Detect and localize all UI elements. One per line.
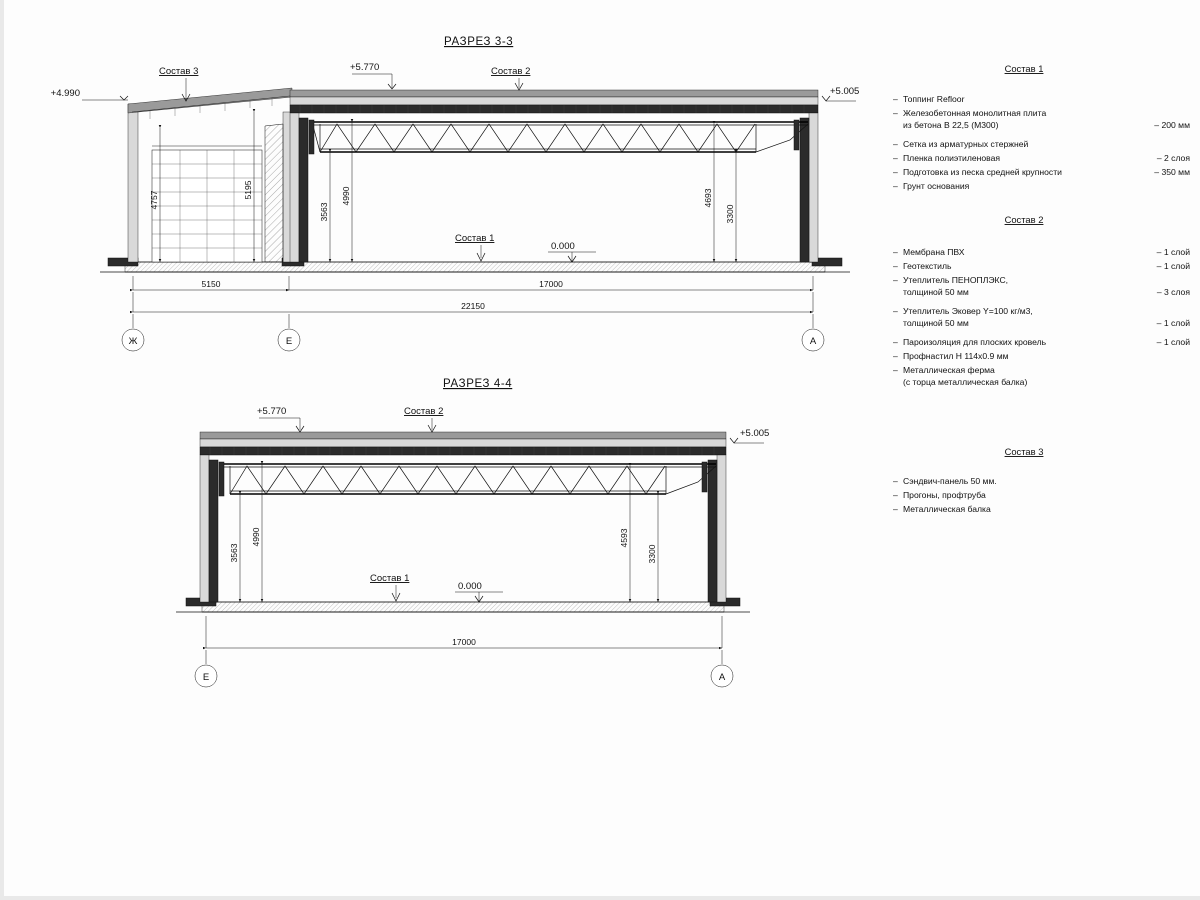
spec-row-label: Железобетонная монолитная плита	[903, 108, 1047, 118]
callout-sostav-2	[491, 66, 530, 90]
section-4-4	[176, 378, 769, 687]
vdim-3563	[319, 152, 330, 262]
wall-mid-upper	[290, 113, 299, 262]
svg-text:4693: 4693	[703, 188, 713, 208]
spec-row-label: Подготовка из песка средней крупности	[903, 167, 1062, 177]
spec-sostav-1-rows	[893, 94, 1190, 191]
svg-text:0.000: 0.000	[458, 581, 482, 592]
spec-row-value: – 1 слой	[1156, 247, 1190, 257]
svg-text:А: А	[718, 672, 726, 683]
roof-profiled-sheet-2	[200, 447, 726, 455]
svg-text:+5.005: +5.005	[740, 428, 770, 439]
svg-text:17000: 17000	[452, 637, 476, 647]
truss-plate-right-2	[702, 462, 707, 492]
grid-mark-a-2	[711, 650, 733, 687]
svg-text:+5.770: +5.770	[257, 406, 287, 417]
svg-text:Состав 1: Состав 1	[370, 573, 410, 584]
spec-row-bullet: –	[893, 337, 898, 347]
svg-text:0.000: 0.000	[551, 241, 575, 252]
grid-mark-e	[278, 314, 300, 351]
svg-text:5195: 5195	[243, 180, 253, 200]
svg-text:3563: 3563	[229, 543, 239, 563]
spec-row-label: толщиной 50 мм	[903, 287, 969, 297]
spec-row-value: – 1 слой	[1156, 261, 1190, 271]
svg-text:Е: Е	[285, 336, 293, 347]
level-mark-4990	[51, 88, 128, 100]
spec-row-value: – 200 мм	[1154, 120, 1190, 130]
spec-row-label: Прогоны, профтруба	[903, 490, 986, 500]
callout-sostav-3	[159, 66, 198, 101]
svg-text:5150: 5150	[201, 279, 221, 289]
spec-row-label: толщиной 50 мм	[903, 318, 969, 328]
column-left-2	[209, 460, 218, 602]
svg-text:4593: 4593	[619, 528, 629, 548]
spec-row-label: (с торца металлическая балка)	[903, 377, 1028, 387]
spec-row-bullet: –	[893, 167, 898, 177]
spec-row-label: Пароизоляция для плоских кровель	[903, 337, 1047, 347]
level-mark-5770-2	[257, 406, 304, 432]
spec-sostav-3	[893, 446, 1043, 514]
roof-insulation-layer-2	[200, 439, 726, 447]
grid-mark-a	[802, 314, 824, 351]
spec-row-value: – 1 слой	[1156, 337, 1190, 347]
spec-row-bullet: –	[893, 94, 898, 104]
svg-text:4990: 4990	[341, 186, 351, 206]
spec-row-bullet: –	[893, 365, 898, 375]
wall-right	[809, 113, 818, 262]
spec-row-label: Мембрана ПВХ	[903, 247, 965, 257]
callout-sostav-1	[455, 233, 494, 261]
spec-row-bullet: –	[893, 306, 898, 316]
svg-text:3300: 3300	[647, 544, 657, 564]
svg-text:+5.770: +5.770	[350, 62, 380, 73]
spec-row-bullet: –	[893, 247, 898, 257]
spec-row-bullet: –	[893, 139, 898, 149]
floor-slab-hatch	[125, 262, 825, 272]
spec-row-label: Топпинг Refloor	[903, 94, 965, 104]
spec-row-bullet: –	[893, 504, 898, 514]
vdim-4990	[341, 122, 352, 262]
svg-text:22150: 22150	[461, 301, 485, 311]
spec-sostav-3-title: Состав 3	[1004, 446, 1044, 457]
wall-left-outer	[128, 104, 138, 262]
vdim-3300	[725, 152, 736, 262]
spec-row-value: – 2 слоя	[1156, 153, 1190, 163]
section-3-3	[51, 36, 860, 351]
roof-membrane-layer	[290, 90, 818, 97]
spec-row-bullet: –	[893, 261, 898, 271]
truss-plate-right	[794, 120, 799, 150]
svg-text:17000: 17000	[539, 279, 563, 289]
spec-row-value: – 3 слоя	[1156, 287, 1190, 297]
wall-right-2	[717, 455, 726, 602]
svg-text:Состав 3: Состав 3	[159, 66, 199, 77]
svg-text:+4.990: +4.990	[50, 88, 80, 99]
svg-text:3563: 3563	[319, 202, 329, 222]
truss-web-diagonals	[320, 124, 755, 152]
spec-row-bullet: –	[893, 490, 898, 500]
level-mark-5770	[350, 62, 396, 89]
svg-text:Состав 2: Состав 2	[404, 406, 444, 417]
spec-row-bullet: –	[893, 351, 898, 361]
svg-text:4990: 4990	[251, 527, 261, 547]
spec-row-value: – 1 слой	[1156, 318, 1190, 328]
column-right-2	[708, 460, 717, 602]
roof-membrane-layer-2	[200, 432, 726, 439]
svg-text:+5.005: +5.005	[830, 86, 860, 97]
vdim-4693	[703, 124, 714, 262]
svg-text:Е: Е	[202, 672, 210, 683]
spec-row-label: Сетка из арматурных стержней	[903, 139, 1029, 149]
svg-text:Ж: Ж	[128, 336, 138, 347]
wall-left-2	[200, 455, 209, 602]
roof-insulation-layer	[290, 97, 818, 105]
callout-sostav-2-2	[404, 406, 443, 432]
spec-sostav-2-rows	[893, 247, 1190, 387]
spec-row-label: Геотекстиль	[903, 261, 952, 271]
spec-row-bullet: –	[893, 153, 898, 163]
roof-sandwich-sloped	[128, 88, 292, 113]
roof-profiled-sheet	[290, 105, 818, 113]
spec-row-label: Профнастил Н 114х0.9 мм	[903, 351, 1009, 361]
spec-sostav-1	[893, 63, 1190, 191]
vdim-3300-2	[647, 494, 658, 602]
column-right	[800, 118, 809, 262]
spec-row-label: Пленка полиэтиленовая	[903, 153, 1001, 163]
spec-row-bullet: –	[893, 181, 898, 191]
grid-mark-e-2	[195, 650, 217, 687]
spec-sostav-1-title: Состав 1	[1004, 63, 1044, 74]
hdim-row-1	[133, 276, 813, 290]
section-4-4-title: РАЗРЕЗ 4-4	[443, 378, 513, 390]
svg-text:Состав 1: Состав 1	[455, 233, 495, 244]
spec-row-label: Сэндвич-панель 50 мм.	[903, 476, 997, 486]
grid-mark-zh	[122, 314, 144, 351]
level-mark-0000-2	[455, 581, 503, 602]
vdim-4593-2	[619, 466, 630, 602]
gable-wall-hatch	[265, 124, 283, 262]
section-3-3-title: РАЗРЕЗ 3-3	[444, 36, 514, 48]
spec-row-bullet: –	[893, 476, 898, 486]
hdim-row-2	[133, 292, 813, 312]
spec-row-bullet: –	[893, 108, 898, 118]
spec-row-label: Металлическая балка	[903, 504, 991, 514]
level-mark-5005	[822, 86, 859, 101]
spec-row-label: из бетона В 22,5 (М300)	[903, 120, 999, 130]
vdim-3563-2	[229, 494, 240, 602]
spec-row-value: – 350 мм	[1154, 167, 1190, 177]
level-mark-5005-2	[730, 428, 769, 443]
truss-plate-left	[309, 120, 314, 154]
spec-row-label: Утеплитель Эковер Y=100 кг/м3,	[903, 306, 1033, 316]
level-mark-0000	[548, 241, 596, 262]
truss-plate-left-2	[219, 462, 224, 496]
svg-text:Состав 2: Состав 2	[491, 66, 531, 77]
svg-text:3300: 3300	[725, 204, 735, 224]
spec-sostav-2	[893, 214, 1190, 387]
spec-row-bullet: –	[893, 275, 898, 285]
column-left-main	[299, 118, 308, 262]
spec-sostav-3-rows	[893, 476, 997, 514]
svg-text:А: А	[809, 336, 817, 347]
callout-sostav-1-2	[370, 573, 409, 601]
spec-row-label: Утеплитель ПЕНОПЛЭКС,	[903, 275, 1009, 285]
spec-row-label: Металлическая ферма	[903, 365, 995, 375]
svg-text:4757: 4757	[149, 190, 159, 210]
vdim-4990-2	[251, 464, 262, 602]
hdim-row-4-4	[206, 616, 722, 648]
floor-slab-hatch-2	[202, 602, 724, 612]
truss-web-diagonals-2	[230, 466, 665, 494]
spec-row-label: Грунт основания	[903, 181, 970, 191]
spec-sostav-2-title: Состав 2	[1004, 214, 1044, 225]
